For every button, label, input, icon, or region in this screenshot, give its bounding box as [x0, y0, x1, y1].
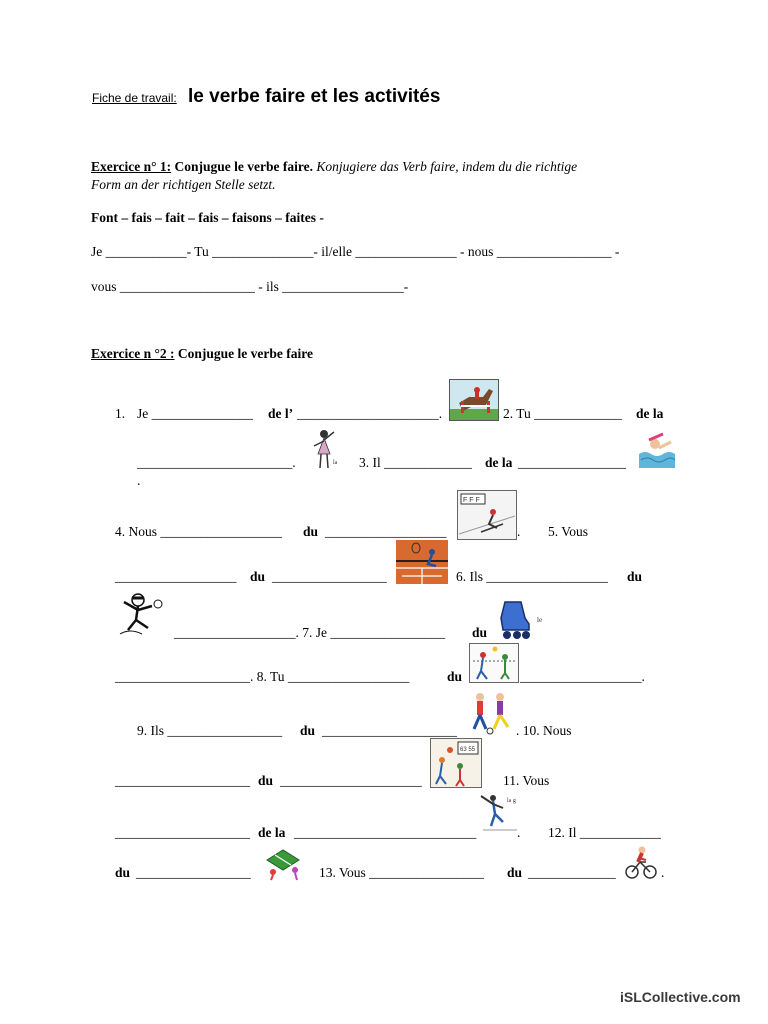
svg-text:F F F: F F F [463, 497, 480, 504]
rollerskate-caption: le [537, 616, 543, 624]
sentence-fragment: ____________________ [115, 773, 250, 788]
sentence-fragment: 5. Vous [548, 524, 589, 539]
article-fragment: de l’ [268, 406, 294, 421]
ex1-line2: vous ____________________ - ils __________________- [91, 279, 409, 294]
article-fragment: du [115, 865, 131, 880]
article-fragment: du [303, 524, 319, 539]
sentence-fragment: 3. Il _____________ [359, 455, 472, 470]
article-fragment: du [258, 773, 274, 788]
ex1-instruction: Conjugue le verbe faire. [171, 159, 313, 174]
site-logo[interactable]: iSLCollective.com [620, 989, 741, 1005]
ex2-heading: Exercice n °2 : [91, 346, 175, 361]
svg-text:63 55: 63 55 [460, 747, 476, 753]
worksheet-label: Fiche de travail: [92, 91, 177, 105]
article-fragment: du [472, 625, 488, 640]
sentence-fragment: 11. Vous [503, 773, 550, 788]
handball-icon [118, 588, 174, 640]
article-fragment: de la [258, 825, 286, 840]
article-fragment: de la [636, 406, 664, 421]
tennis-icon [396, 540, 448, 584]
article-fragment: de la [485, 455, 513, 470]
sentence-fragment: . 10. Nous [516, 723, 572, 738]
sentence-fragment: . [517, 825, 521, 840]
sentence-fragment: _________________ [272, 569, 387, 584]
ex1-heading-line [91, 159, 577, 175]
dance-caption: la [333, 460, 338, 466]
rollerskate-icon [495, 598, 551, 642]
sentence-fragment: 13. Vous _________________ [319, 865, 484, 880]
swimming-icon [637, 428, 677, 470]
sentence-fragment: ___________________________ [294, 825, 477, 840]
soccer-icon [466, 689, 516, 737]
sentence-fragment: _____________________ [280, 773, 422, 788]
page-title: le verbe faire et les activités [188, 86, 441, 107]
sentence-fragment: 4. Nous __________________ [115, 524, 282, 539]
sentence-fragment: _______________________. [137, 455, 296, 470]
dance-icon [310, 428, 346, 470]
gymnastics-caption: la g [507, 798, 516, 804]
cycling-icon [624, 842, 658, 882]
sentence-fragment: . [661, 865, 665, 880]
skiing-icon [457, 490, 517, 540]
ex2-heading-line [91, 346, 313, 362]
horse-riding-icon [449, 379, 499, 421]
sentence-fragment: __________________. [520, 669, 645, 684]
gymnastics-icon [477, 790, 521, 834]
sentence-fragment: 2. Tu _____________ [503, 406, 622, 421]
article-fragment: du [250, 569, 266, 584]
pingpong-icon [263, 842, 303, 882]
volleyball-icon [469, 643, 519, 683]
sentence-fragment: Je _______________ [137, 406, 253, 421]
ex1-heading: Exercice n° 1: [91, 159, 172, 174]
article-fragment: du [447, 669, 463, 684]
sentence-fragment: __________________ [325, 524, 447, 539]
article-fragment: du [627, 569, 643, 584]
sentence-fragment: ____________________. 8. Tu __________________ [115, 669, 410, 684]
ex1-line1: Je ____________- Tu _______________- il/elle _______________ - nous _________________ - [91, 244, 620, 259]
ex2-instruction: Conjugue le verbe faire [174, 346, 313, 361]
sentence-fragment: __________________ [115, 569, 237, 584]
sentence-fragment: ____________________ [115, 825, 250, 840]
sentence-fragment: _____________ [528, 865, 616, 880]
sentence-fragment: . [137, 473, 141, 488]
ex1-forms: Font – fais – fait – fais – faisons – faites - [91, 210, 324, 225]
sentence-fragment: _________________ [136, 865, 251, 880]
sentence-fragment: ____________________ [322, 723, 457, 738]
sentence-fragment: 12. Il ____________ [548, 825, 661, 840]
ex1-german-1: Konjugiere das Verb faire, indem du die richtige [312, 159, 578, 174]
sentence-fragment: 6. Ils __________________ [456, 569, 608, 584]
article-fragment: du [300, 723, 316, 738]
article-fragment: du [507, 865, 523, 880]
item-number: 1. [115, 406, 126, 421]
sentence-fragment: _____________________. [297, 406, 443, 421]
sentence-fragment: 9. Ils _________________ [137, 723, 283, 738]
sentence-fragment: ________________ [518, 455, 626, 470]
ex1-german-2: Form an der richtigen Stelle setzt. [91, 177, 276, 192]
sentence-fragment: __________________. 7. Je _________________ [174, 625, 446, 640]
sentence-fragment: . [517, 524, 521, 539]
basketball-icon [430, 738, 482, 788]
